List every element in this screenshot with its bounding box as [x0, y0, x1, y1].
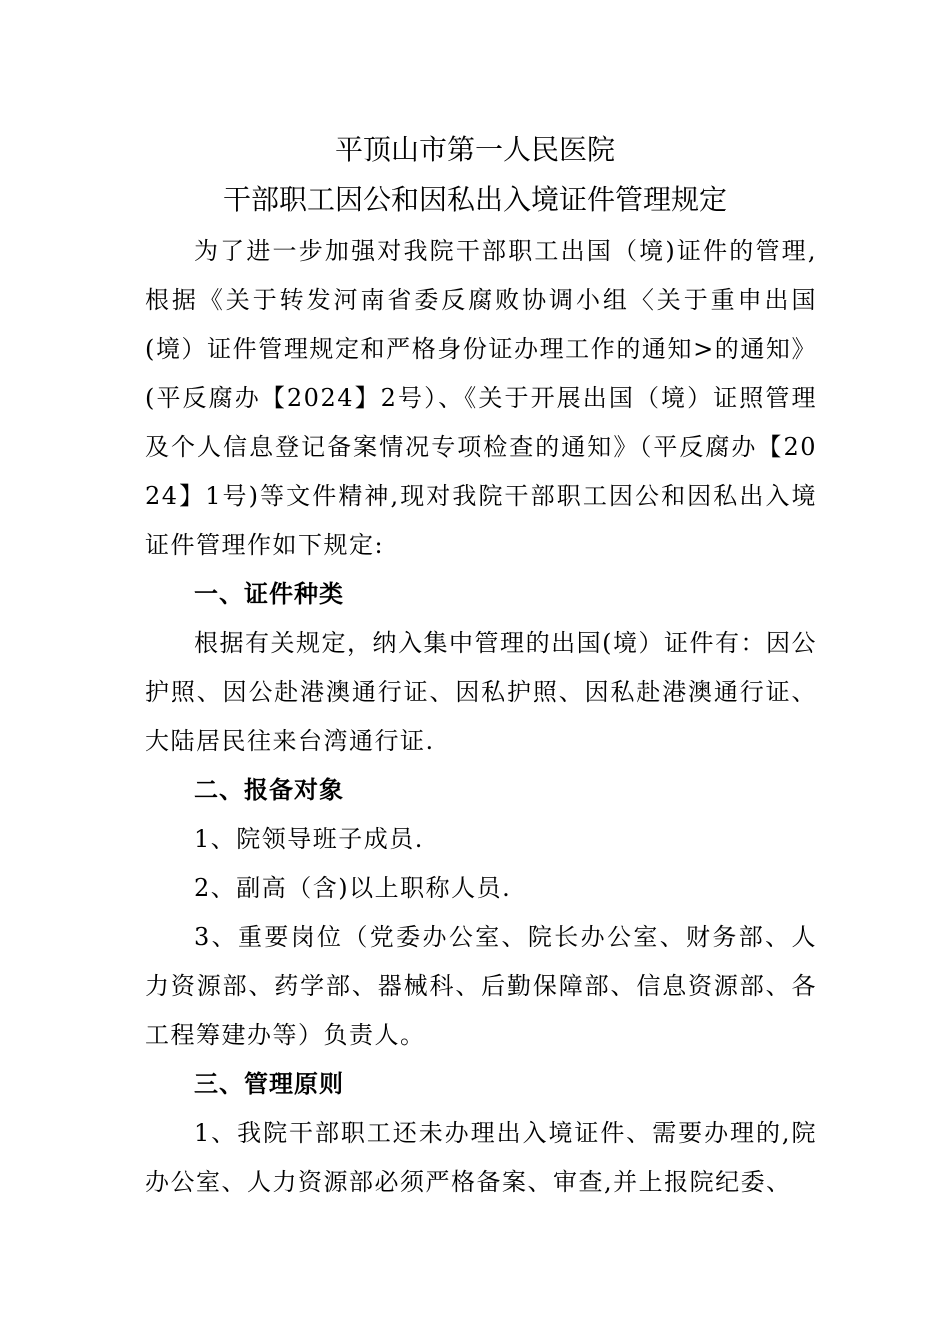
intro-paragraph: 为了进一步加强对我院干部职工出国（境)证件的管理,根据《关于转发河南省委反腐败协调小组〈关于重申出国(境）证件管理规定和严格身份证办理工作的通知>的通知》(平反腐办【2024】2号）、《关于开展出国（境）证照管理及个人信息登记备案情况专项检查的通知》（平反腐办【2024】1号)等文件精神,现对我院干部职工因公和因私出入境证件管理作如下规定: — [145, 237, 817, 559]
document-body — [145, 227, 817, 1207]
section3-heading: 三、管理原则 — [194, 1070, 344, 1098]
section2-heading: 二、报备对象 — [194, 776, 344, 804]
section2-item-3: 3、重要岗位（党委办公室、院长办公室、财务部、人力资源部、药学部、器械科、后勤保障部、信息资源部、各工程筹建办等）负责人。 — [145, 923, 817, 1049]
document-title-regulation: 干部职工因公和因私出入境证件管理规定 — [222, 183, 727, 216]
section2-item-1: 1、院领导班子成员. — [194, 825, 424, 853]
section1-heading: 一、证件种类 — [194, 580, 344, 608]
section3-item-1: 1、我院干部职工还未办理出入境证件、需要办理的,院办公室、人力资源部必须严格备案、审查,并上报院纪委、 — [145, 1119, 817, 1196]
section1-paragraph: 根据有关规定，纳入集中管理的出国(境）证件有：因公护照、因公赴港澳通行证、因私护照、因私赴港澳通行证、大陆居民往来台湾通行证. — [145, 629, 817, 755]
document-title-hospital: 平顶山市第一人民医院 — [334, 133, 615, 166]
section2-item-2: 2、副高（含)以上职称人员. — [194, 874, 512, 902]
